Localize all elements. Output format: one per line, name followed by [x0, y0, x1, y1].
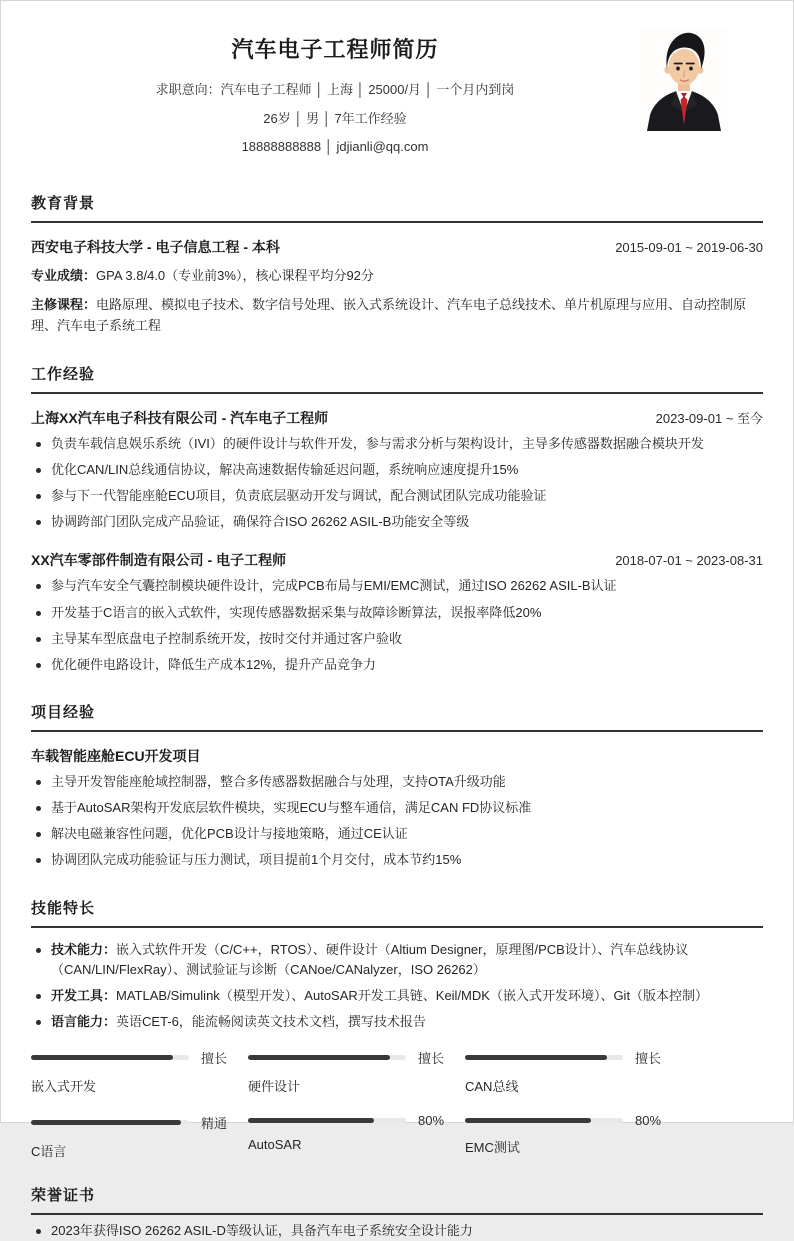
- courses-text: 电路原理、模拟电子技术、数字信号处理、嵌入式系统设计、汽车电子总线技术、单片机原理与应用、自动控制原理、汽车电子系统工程: [31, 296, 747, 334]
- skill-bullet: [31, 986, 763, 1006]
- bullet-dot: [36, 663, 41, 668]
- bullet-dot: [36, 611, 41, 616]
- job-bullet: [31, 434, 763, 454]
- bullet-text: 2023年获得ISO 26262 ASIL-D等级认证，具备汽车电子系统安全设计能力: [51, 1223, 473, 1239]
- bullet-text: 解决电磁兼容性问题，优化PCB设计与接地策略，通过CE认证: [51, 826, 408, 842]
- page-title: 汽车电子工程师简历: [231, 37, 439, 62]
- education-courses-line: [31, 294, 763, 337]
- job-entry-head: [31, 550, 763, 570]
- bullet-dot: [36, 994, 41, 999]
- bullet-dot: [36, 1020, 41, 1025]
- skill-bar: [465, 1048, 682, 1095]
- contact-line: 18888888888 │ jdjianli@qq.com: [241, 139, 429, 154]
- company-role: 上海XX汽车电子科技有限公司 - 汽车电子工程师: [31, 409, 329, 426]
- bar-fill: [31, 1120, 181, 1125]
- bar-track: [465, 1055, 623, 1060]
- skill-bar: [465, 1113, 682, 1160]
- skill-bar: [248, 1113, 465, 1160]
- job-entry-head: [31, 408, 763, 428]
- skill-label: 开发工具：: [51, 987, 117, 1003]
- resume-header: [1, 1, 793, 166]
- section-work: [31, 363, 763, 675]
- bullet-text: 开发基于C语言的嵌入式软件，实现传感器数据采集与故障诊断算法，误报率降低20%: [51, 604, 542, 620]
- personal-info-line: 26岁 │ 男 │ 7年工作经验: [263, 110, 407, 126]
- bullet-dot: [36, 806, 41, 811]
- job-bullet: [31, 576, 763, 596]
- section-title-honors: 荣誉证书: [31, 1184, 763, 1215]
- bar-name: 嵌入式开发: [31, 1079, 97, 1095]
- bar-level: 擅长: [201, 1051, 228, 1067]
- bullet-text: 主导某车型底盘电子控制系统开发，按时交付并通过客户验收: [51, 630, 403, 646]
- section-education: [31, 192, 763, 337]
- section-project: [31, 701, 763, 871]
- bullet-dot: [36, 584, 41, 589]
- skill-bar: [248, 1048, 465, 1095]
- bullet-dot: [36, 637, 41, 642]
- bar-track: [465, 1118, 623, 1123]
- education-grades-line: [31, 265, 763, 286]
- project-bullet: [31, 850, 763, 870]
- bullet-text: 优化硬件电路设计，降低生产成本12%，提升产品竞争力: [51, 656, 377, 672]
- bullet-text: 负责车载信息娱乐系统（IVI）的硬件设计与软件开发，参与需求分析与架构设计，主导多传感器数据融合模块开发: [51, 435, 704, 451]
- job-bullet: [31, 512, 763, 532]
- bullet-text: [51, 1012, 426, 1032]
- bar-track: [31, 1120, 189, 1125]
- project-bullet: [31, 798, 763, 818]
- bullet-dot: [36, 1229, 41, 1234]
- bar-fill: [248, 1055, 390, 1060]
- bar-name: C语言: [31, 1144, 67, 1160]
- section-skills: [31, 897, 763, 1161]
- bullet-dot: [36, 442, 41, 447]
- bar-fill: [465, 1055, 607, 1060]
- bar-level: 80%: [635, 1113, 662, 1129]
- bar-name: 硬件设计: [248, 1079, 301, 1095]
- bullet-dot: [36, 858, 41, 863]
- section-title-skills: 技能特长: [31, 897, 763, 928]
- project-bullet: [31, 772, 763, 792]
- skill-bar: [31, 1048, 248, 1095]
- bullet-text: 参与汽车安全气囊控制模块硬件设计，完成PCB布局与EMI/EMC测试，通过ISO 26262 ASIL-B认证: [51, 578, 617, 594]
- job-bullet: [31, 603, 763, 623]
- bar-name: EMC测试: [465, 1140, 520, 1156]
- job-bullet: [31, 486, 763, 506]
- project-bullet: [31, 824, 763, 844]
- school-name: 西安电子科技大学 - 电子信息工程 - 本科: [31, 238, 280, 255]
- bullet-dot: [36, 494, 41, 499]
- bullet-text: 主导开发智能座舱域控制器，整合多传感器数据融合与处理，支持OTA升级功能: [51, 773, 506, 789]
- male-portrait-avatar: [639, 27, 729, 131]
- job-date: 2018-07-01 ~ 2023-08-31: [615, 553, 763, 569]
- education-date: 2015-09-01 ~ 2019-06-30: [615, 239, 763, 255]
- grades-label: 专业成绩：: [31, 267, 97, 283]
- bar-track: [31, 1055, 189, 1060]
- bullet-text: [51, 940, 763, 980]
- bar-fill: [31, 1055, 173, 1060]
- section-honors: [31, 1184, 763, 1241]
- skill-bullet: [31, 1012, 763, 1032]
- skill-text: MATLAB/Simulink（模型开发）、AutoSAR开发工具链、Keil/MDK（嵌入式开发环境）、Git（版本控制）: [116, 987, 709, 1003]
- job-date: 2023-09-01 ~ 至今: [655, 410, 763, 426]
- bar-name: AutoSAR: [248, 1137, 302, 1153]
- section-title-education: 教育背景: [31, 192, 763, 223]
- bar-level: 精通: [201, 1116, 228, 1132]
- bullet-dot: [36, 832, 41, 837]
- skill-bar: [31, 1113, 248, 1160]
- bullet-dot: [36, 780, 41, 785]
- job-bullet: [31, 460, 763, 480]
- project-entry-head: [31, 746, 763, 766]
- skill-bars-grid: [31, 1048, 763, 1160]
- skill-label: 技术能力：: [51, 941, 117, 957]
- job-intention-line: 求职意向：汽车电子工程师 │ 上海 │ 25000/月 │ 一个月内到岗: [155, 82, 515, 97]
- bullet-text: [51, 986, 708, 1006]
- bar-level: 80%: [418, 1113, 445, 1129]
- bar-track: [248, 1055, 406, 1060]
- bullet-text: 协调团队完成功能验证与压力测试，项目提前1个月交付，成本节约15%: [51, 852, 462, 868]
- bullet-dot: [36, 948, 41, 953]
- skill-bullet: [31, 940, 763, 980]
- bullet-text: 优化CAN/LIN总线通信协议，解决高速数据传输延迟问题，系统响应速度提升15%: [51, 461, 519, 477]
- company-role: XX汽车零部件制造有限公司 - 电子工程师: [31, 552, 287, 569]
- skill-text: 英语CET-6，能流畅阅读英文技术文档，撰写技术报告: [116, 1013, 426, 1029]
- section-title-work: 工作经验: [31, 363, 763, 394]
- bullet-text: 协调跨部门团队完成产品验证，确保符合ISO 26262 ASIL-B功能安全等级: [51, 514, 470, 530]
- section-title-project: 项目经验: [31, 701, 763, 732]
- bullet-dot: [36, 520, 41, 525]
- header-text-block: [31, 27, 639, 166]
- job-bullet: [31, 629, 763, 649]
- bar-level: 擅长: [418, 1051, 445, 1067]
- honor-bullet: [31, 1221, 763, 1241]
- courses-label: 主修课程：: [31, 296, 97, 312]
- grades-text: GPA 3.8/4.0（专业前3%），核心课程平均分92分: [96, 267, 374, 283]
- profile-photo: [639, 27, 729, 131]
- project-name: 车载智能座舱ECU开发项目: [31, 747, 201, 764]
- bar-fill: [465, 1118, 591, 1123]
- bullet-dot: [36, 468, 41, 473]
- job-bullet: [31, 655, 763, 675]
- bar-track: [248, 1118, 406, 1123]
- bar-fill: [248, 1118, 374, 1123]
- bullet-text: 参与下一代智能座舱ECU项目，负责底层驱动开发与调试，配合测试团队完成功能验证: [51, 488, 547, 504]
- skill-text: 嵌入式软件开发（C/C++，RTOS）、硬件设计（Altium Designer，原理图/PCB设计）、汽车总线协议（CAN/LIN/FlexRay）、测试验证与诊断（CANoe/CANalyzer，ISO 26262）: [51, 941, 689, 977]
- bullet-text: 基于AutoSAR架构开发底层软件模块，实现ECU与整车通信，满足CAN FD协议标准: [51, 800, 532, 816]
- skill-label: 语言能力：: [51, 1013, 117, 1029]
- bar-level: 擅长: [635, 1051, 662, 1067]
- education-entry-head: [31, 237, 763, 257]
- bar-name: CAN总线: [465, 1079, 519, 1095]
